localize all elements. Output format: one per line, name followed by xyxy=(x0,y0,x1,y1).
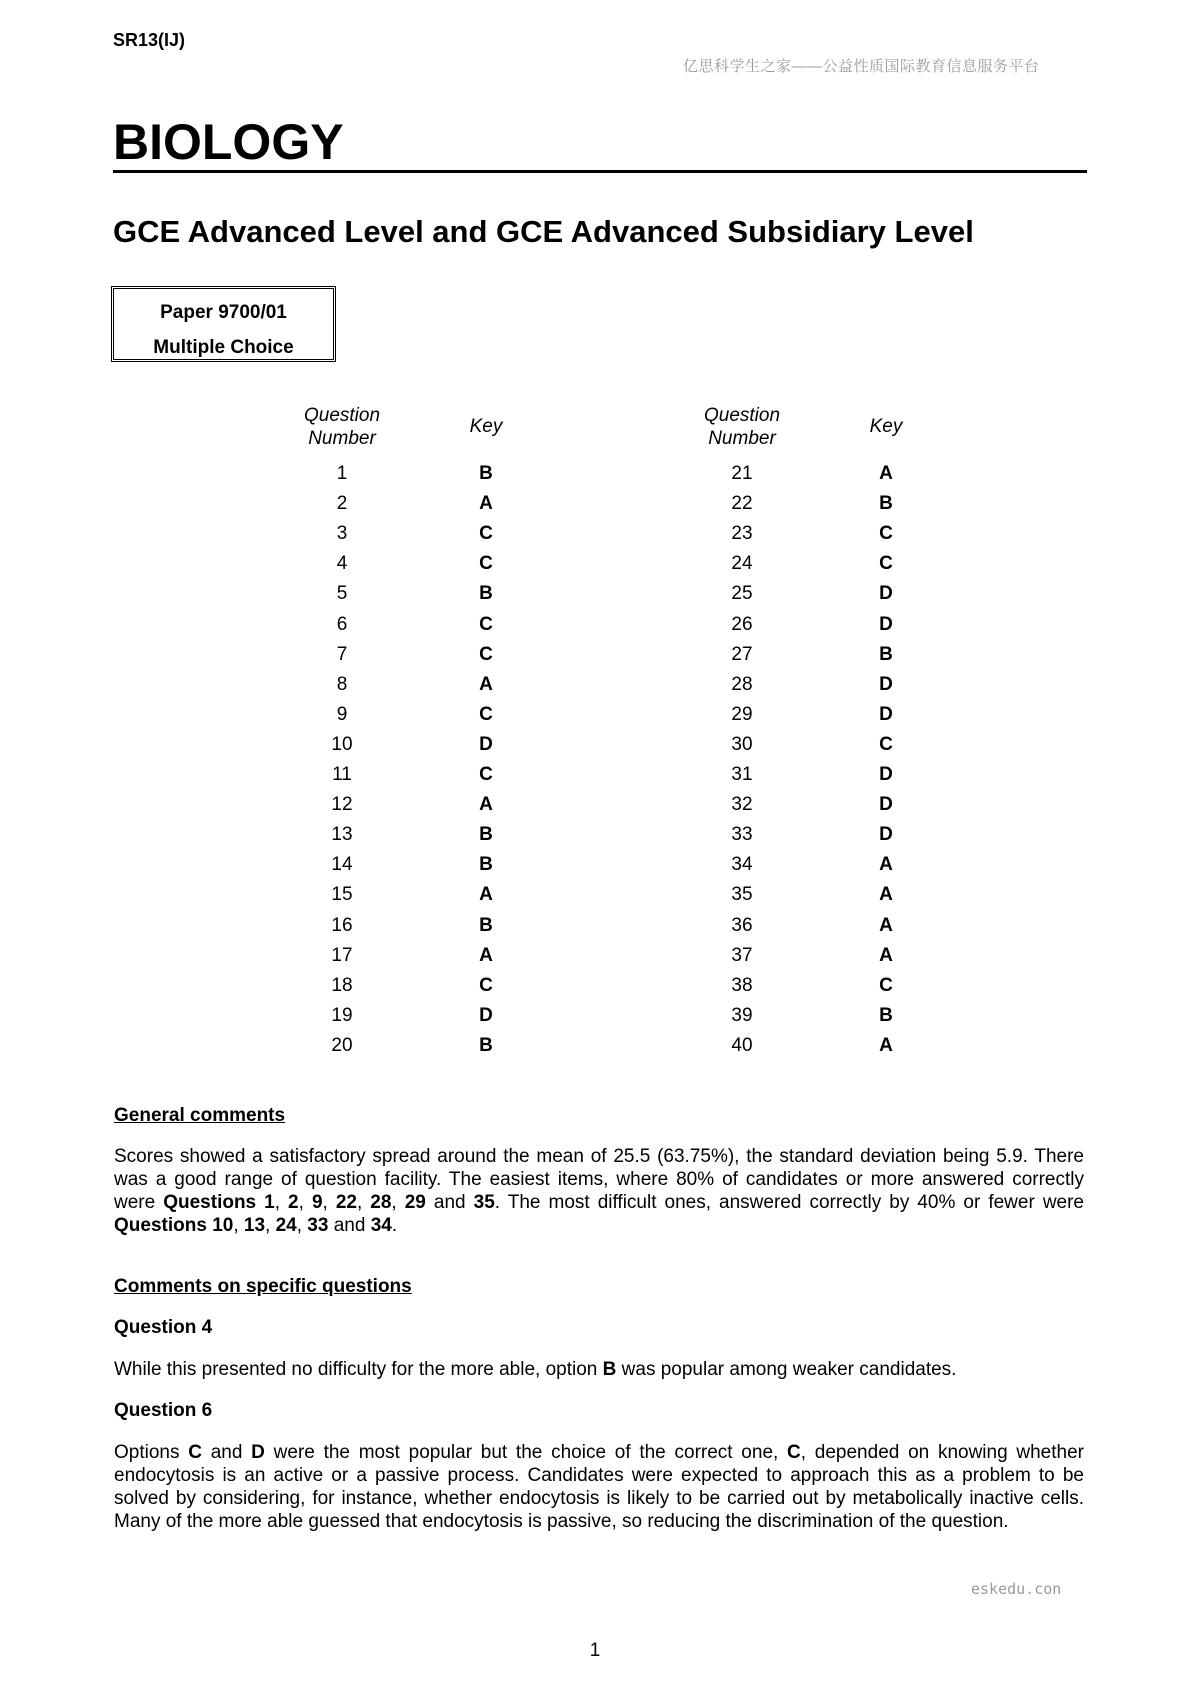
question-4-heading: Question 4 xyxy=(114,1317,213,1338)
question-number-cell: 25 xyxy=(731,583,753,604)
question-ref: 9 xyxy=(311,1192,323,1213)
q6-text: were the most popular but the choice of the correct one, xyxy=(264,1442,788,1463)
general-comments-paragraph xyxy=(114,1145,1084,1237)
hard-question-list: 10, 13, 24, 33 xyxy=(212,1215,329,1236)
answer-key-cell: D xyxy=(479,734,493,755)
general-text: Scores showed a satisfactory spread around the mean of 25.5 (63.75%), the standard deviation being 5.9. There was a good range of question facility. The easiest items, where 80% of candidates or more answered correctly were xyxy=(114,1146,1084,1213)
question-number-cell: 31 xyxy=(731,764,753,785)
q4-text-end: was popular among weaker candidates. xyxy=(616,1359,957,1380)
answer-key-cell: A xyxy=(479,945,493,966)
question-number-cell: 18 xyxy=(331,975,353,996)
question-number-cell: 40 xyxy=(731,1035,753,1056)
section-heading-specific: Comments on specific questions xyxy=(114,1276,412,1297)
answer-key-cell: A xyxy=(479,493,493,514)
answer-key-cell: C xyxy=(879,975,893,996)
answer-key-cell: B xyxy=(479,1035,493,1056)
q6-text-end: , depended on knowing whether endocytosis is an active or a passive process. Candidates were expected to approach this as a problem to be solved by considering, for instance, whether endocytosis is likely to be carried out by metabolically inactive cells. Many of the more able guessed that endocytosis is passive, so reducing the discrimination of the question. xyxy=(114,1442,1084,1532)
question-number-cell: 32 xyxy=(731,794,753,815)
header-key-right: Key xyxy=(869,416,903,437)
answer-key-cell: A xyxy=(479,884,493,905)
question-number-cell: 11 xyxy=(332,764,352,785)
answer-key-cell: D xyxy=(879,764,893,785)
answer-key-cell: C xyxy=(879,553,893,574)
watermark-header: 亿思科学生之家——公益性质国际教育信息服务平台 xyxy=(683,58,1040,75)
question-number-cell: 15 xyxy=(331,884,353,905)
question-number-cell: 36 xyxy=(731,915,753,936)
questions-label: Questions xyxy=(163,1192,257,1213)
question-number-cell: 4 xyxy=(336,553,348,574)
question-number-cell: 37 xyxy=(731,945,753,966)
answer-key-cell: D xyxy=(879,614,893,635)
question-ref: 2 xyxy=(288,1192,299,1213)
answer-key-cell: C xyxy=(479,644,493,665)
question-number-cell: 17 xyxy=(331,945,353,966)
question-number-cell: 12 xyxy=(331,794,353,815)
answer-key-cell: C xyxy=(879,734,893,755)
answer-key-cell: B xyxy=(479,583,493,604)
answer-key-cell: A xyxy=(479,794,493,815)
header-question-number-right xyxy=(672,404,812,450)
answer-key-cell: C xyxy=(479,975,493,996)
q4-text: While this presented no difficulty for the more able, option xyxy=(114,1359,603,1380)
question-number-cell: 22 xyxy=(731,493,753,514)
q6-option-c: C xyxy=(188,1442,202,1463)
question-number-cell: 19 xyxy=(331,1005,353,1026)
question-number-cell: 24 xyxy=(731,553,753,574)
answer-key-cell: A xyxy=(879,945,893,966)
hard-last: 34 xyxy=(370,1215,392,1236)
question-number-cell: 20 xyxy=(331,1035,353,1056)
answer-key-cell: B xyxy=(479,824,493,845)
answer-key-cell: A xyxy=(879,1035,893,1056)
answer-key-cell: D xyxy=(879,704,893,725)
question-4-paragraph xyxy=(114,1358,1084,1381)
answer-key-cell: B xyxy=(479,463,493,484)
answer-key-cell: C xyxy=(479,523,493,544)
question-number-cell: 39 xyxy=(731,1005,753,1026)
header-key-left: Key xyxy=(469,416,503,437)
question-number-cell: 13 xyxy=(331,824,353,845)
question-number-cell: 27 xyxy=(731,644,753,665)
answer-key-cell: B xyxy=(879,493,893,514)
question-number-cell: 26 xyxy=(731,614,753,635)
question-number-cell: 16 xyxy=(331,915,353,936)
question-number-cell: 10 xyxy=(331,734,353,755)
question-number-cell: 7 xyxy=(336,644,348,665)
q6-option-d: D xyxy=(251,1442,265,1463)
question-number-cell: 14 xyxy=(331,854,353,875)
question-ref: 13 xyxy=(243,1215,266,1236)
answer-key-cell: B xyxy=(479,915,493,936)
watermark-footer: eskedu.con xyxy=(971,1580,1062,1598)
question-ref: 33 xyxy=(307,1215,329,1236)
question-ref: 1 xyxy=(264,1192,275,1213)
answer-key-cell: A xyxy=(879,884,893,905)
answer-key-cell: A xyxy=(479,674,493,695)
question-number-cell: 35 xyxy=(731,884,753,905)
question-ref: 29 xyxy=(404,1192,426,1213)
question-number-cell: 1 xyxy=(336,463,348,484)
question-number-cell: 23 xyxy=(731,523,753,544)
answer-key-cell: A xyxy=(879,915,893,936)
question-ref: 22 xyxy=(335,1192,357,1213)
question-number-cell: 28 xyxy=(731,674,753,695)
question-ref: 10 xyxy=(212,1215,234,1236)
page-title: BIOLOGY xyxy=(113,114,344,170)
question-6-heading: Question 6 xyxy=(114,1400,213,1421)
question-number-cell: 21 xyxy=(731,463,753,484)
q6-text: Options xyxy=(114,1442,189,1463)
general-text-end: . xyxy=(391,1215,398,1236)
general-text-mid: . The most difficult ones, answered correctly by 40% or fewer were xyxy=(494,1192,1085,1213)
answer-key-cell: D xyxy=(879,794,893,815)
answer-key-cell: A xyxy=(879,854,893,875)
question-number-cell: 2 xyxy=(336,493,348,514)
answer-key-cell: D xyxy=(879,583,893,604)
answer-key-cell: A xyxy=(879,463,893,484)
and-word: and xyxy=(333,1215,366,1236)
header-question-number-left xyxy=(272,404,412,450)
header-question-line2: Number xyxy=(708,428,776,449)
q6-text: and xyxy=(201,1442,252,1463)
paper-number: Paper 9700/01 xyxy=(160,302,287,323)
easy-question-list: 1, 2, 9, 22, 28, 29 xyxy=(264,1192,426,1213)
header-question-line1: Question xyxy=(303,405,381,426)
answer-key-cell: C xyxy=(479,553,493,574)
question-number-cell: 34 xyxy=(731,854,753,875)
question-number-cell: 6 xyxy=(336,614,348,635)
question-ref: 28 xyxy=(370,1192,392,1213)
answer-key-cell: B xyxy=(879,1005,893,1026)
question-number-cell: 3 xyxy=(336,523,348,544)
question-number-cell: 8 xyxy=(336,674,348,695)
answer-key-cell: D xyxy=(879,824,893,845)
easy-last: 35 xyxy=(473,1192,495,1213)
question-number-cell: 5 xyxy=(336,583,348,604)
question-6-paragraph xyxy=(114,1441,1084,1533)
answer-key-cell: C xyxy=(479,764,493,785)
paper-info-box xyxy=(111,286,336,362)
answer-key-cell: D xyxy=(879,674,893,695)
answer-key-cell: B xyxy=(479,854,493,875)
answer-key-cell: D xyxy=(479,1005,493,1026)
section-heading-general: General comments xyxy=(114,1105,286,1126)
page-number: 1 xyxy=(589,1640,601,1661)
question-number-cell: 30 xyxy=(731,734,753,755)
document-code: SR13(IJ) xyxy=(113,30,186,50)
question-number-cell: 29 xyxy=(731,704,753,725)
questions-label: Questions xyxy=(114,1215,207,1236)
q4-option: B xyxy=(602,1359,617,1380)
answer-key-cell: C xyxy=(879,523,893,544)
question-number-cell: 33 xyxy=(731,824,753,845)
answer-key-cell: B xyxy=(879,644,893,665)
paper-type: Multiple Choice xyxy=(153,337,294,358)
question-number-cell: 38 xyxy=(731,975,753,996)
q6-option-correct: C xyxy=(787,1442,801,1463)
title-rule xyxy=(113,170,1087,173)
header-question-line2: Number xyxy=(308,428,376,449)
answer-key-cell: C xyxy=(479,704,493,725)
answer-key-cell: C xyxy=(479,614,493,635)
question-number-cell: 9 xyxy=(336,704,348,725)
and-word: and xyxy=(433,1192,466,1213)
page-subtitle: GCE Advanced Level and GCE Advanced Subsidiary Level xyxy=(113,214,974,249)
header-question-line1: Question xyxy=(703,405,781,426)
question-ref: 24 xyxy=(275,1215,297,1236)
